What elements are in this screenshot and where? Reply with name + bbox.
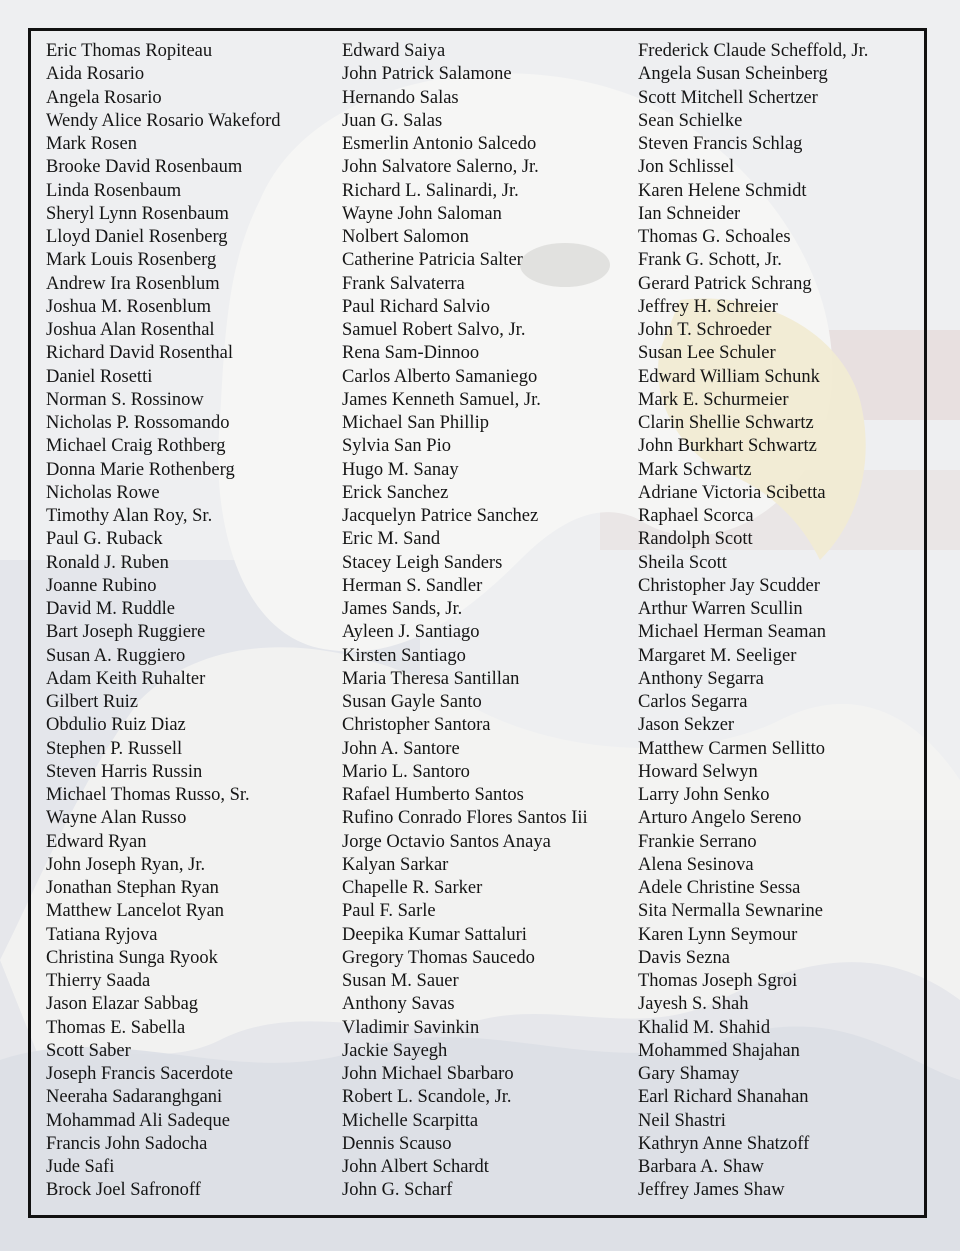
name-entry: John G. Scharf [342, 1180, 453, 1201]
name-entry: Angela Rosario [46, 87, 162, 108]
name-entry: Jeffrey James Shaw [638, 1180, 785, 1201]
name-entry: Aida Rosario [46, 64, 145, 85]
name-entry: Sylvia San Pio [342, 436, 451, 457]
name-entry: Susan Lee Schuler [638, 343, 776, 364]
name-entry: Stacey Leigh Sanders [342, 552, 503, 573]
name-entry: Paul F. Sarle [342, 901, 436, 922]
name-entry: John Patrick Salamone [342, 64, 512, 85]
name-entry: James Kenneth Samuel, Jr. [342, 389, 541, 410]
name-entry: Jackie Sayegh [342, 1040, 448, 1061]
name-entry: Paul Richard Salvio [342, 296, 490, 317]
name-entry: David M. Ruddle [46, 599, 175, 619]
name-entry: Steven Francis Schlag [638, 134, 803, 154]
name-entry: Eric M. Sand [342, 529, 441, 550]
name-entry: Sheila Scott [638, 552, 727, 573]
name-entry: Scott Mitchell Schertzer [638, 87, 818, 108]
name-entry: Jonathan Stephan Ryan [46, 878, 219, 898]
name-entry: Herman S. Sandler [342, 575, 483, 596]
name-entry: Andrew Ira Rosenblum [46, 273, 220, 294]
name-entry: Mark Rosen [46, 134, 137, 154]
name-entry: Richard L. Salinardi, Jr. [342, 180, 519, 201]
name-entry: Nicholas P. Rossomando [46, 413, 230, 433]
name-entry: Michael Thomas Russo, Sr. [46, 785, 250, 805]
name-entry: John Burkhart Schwartz [638, 436, 817, 457]
name-entry: Brooke David Rosenbaum [46, 157, 243, 178]
name-entry: Norman S. Rossinow [46, 389, 204, 410]
name-entry: Alena Sesinova [638, 854, 754, 875]
name-entry: Angela Susan Scheinberg [638, 64, 828, 85]
name-entry: Chapelle R. Sarker [342, 878, 483, 898]
name-column-1 [46, 40, 281, 1203]
name-entry: Matthew Lancelot Ryan [46, 901, 225, 922]
name-entry: Mark E. Schurmeier [638, 389, 789, 410]
name-entry: Jason Elazar Sabbag [46, 994, 199, 1015]
name-entry: Dennis Scauso [342, 1133, 452, 1154]
name-entry: John A. Santore [342, 738, 460, 759]
name-entry: Randolph Scott [638, 529, 753, 550]
name-entry: Michelle Scarpitta [342, 1110, 479, 1131]
name-entry: Daniel Rosetti [46, 366, 153, 387]
name-entry: Howard Selwyn [638, 761, 758, 782]
name-entry: Joseph Francis Sacerdote [46, 1064, 234, 1084]
name-entry: Thierry Saada [46, 971, 151, 991]
name-entry: Obdulio Ruiz Diaz [46, 715, 186, 736]
name-entry: Christina Sunga Ryook [46, 947, 218, 968]
name-entry: Jude Safi [46, 1157, 115, 1177]
name-entry: Nicholas Rowe [46, 482, 160, 503]
name-entry: Khalid M. Shahid [638, 1017, 771, 1038]
name-entry: Jorge Octavio Santos Anaya [342, 831, 551, 852]
name-entry: John Salvatore Salerno, Jr. [342, 157, 539, 178]
name-entry: Stephen P. Russell [46, 738, 183, 759]
name-entry: Linda Rosenbaum [46, 180, 182, 201]
name-entry: Sheryl Lynn Rosenbaum [46, 203, 229, 224]
name-entry: Earl Richard Shanahan [638, 1087, 809, 1108]
name-entry: Arturo Angelo Sereno [638, 808, 802, 829]
name-entry: Deepika Kumar Sattaluri [342, 924, 527, 945]
name-entry: Donna Marie Rothenberg [46, 459, 235, 480]
name-entry: Samuel Robert Salvo, Jr. [342, 320, 526, 340]
name-entry: Adriane Victoria Scibetta [638, 482, 826, 503]
name-entry: Mohammad Ali Sadeque [46, 1110, 230, 1131]
name-entry: Lloyd Daniel Rosenberg [46, 227, 228, 247]
name-entry: Susan A. Ruggiero [46, 645, 186, 666]
name-entry: Edward William Schunk [638, 366, 820, 387]
name-entry: Michael San Phillip [342, 413, 489, 433]
name-entry: Christopher Santora [342, 715, 491, 736]
name-entry: Jayesh S. Shah [638, 994, 749, 1015]
name-entry: Paul G. Ruback [46, 529, 163, 550]
name-entry: Wayne John Saloman [342, 203, 502, 224]
name-column-2 [342, 40, 588, 1203]
name-entry: Francis John Sadocha [46, 1133, 208, 1154]
name-entry: Gilbert Ruiz [46, 692, 138, 712]
name-entry: Arthur Warren Scullin [638, 599, 803, 619]
name-entry: Jacquelyn Patrice Sanchez [342, 506, 539, 526]
name-entry: Edward Saiya [342, 41, 446, 61]
name-entry: Thomas Joseph Sgroi [638, 971, 798, 991]
name-entry: Neeraha Sadaranghgani [46, 1087, 223, 1108]
name-entry: Ronald J. Ruben [46, 552, 169, 573]
name-entry: Scott Saber [46, 1040, 131, 1061]
name-entry: Sean Schielke [638, 110, 743, 131]
name-entry: Ian Schneider [638, 203, 741, 224]
name-entry: Nolbert Salomon [342, 227, 469, 247]
name-entry: Clarin Shellie Schwartz [638, 413, 814, 433]
name-entry: Neil Shastri [638, 1110, 726, 1131]
name-entry: Kirsten Santiago [342, 645, 466, 666]
name-entry: Davis Sezna [638, 947, 730, 968]
name-entry: Thomas E. Sabella [46, 1017, 186, 1038]
name-entry: Raphael Scorca [638, 506, 754, 526]
name-entry: Carlos Segarra [638, 692, 748, 712]
name-entry: Maria Theresa Santillan [342, 668, 520, 689]
name-entry: Mark Schwartz [638, 459, 752, 480]
name-entry: Frederick Claude Scheffold, Jr. [638, 41, 869, 61]
name-entry: Michael Herman Seaman [638, 622, 827, 643]
name-entry: Rafael Humberto Santos [342, 785, 524, 805]
name-entry: John T. Schroeder [638, 320, 772, 340]
name-entry: Frankie Serrano [638, 831, 757, 852]
name-entry: Joshua Alan Rosenthal [46, 320, 215, 340]
name-entry: Jason Sekzer [638, 715, 735, 736]
name-entry: Rufino Conrado Flores Santos Iii [342, 808, 588, 829]
name-entry: Rena Sam-Dinnoo [342, 343, 480, 364]
name-entry: Jeffrey H. Schreier [638, 296, 778, 317]
name-entry: Mark Louis Rosenberg [46, 250, 217, 271]
name-entry: John Joseph Ryan, Jr. [46, 854, 206, 875]
name-entry: Bart Joseph Ruggiere [46, 622, 206, 643]
name-entry: Mohammed Shajahan [638, 1040, 800, 1061]
name-entry: Karen Helene Schmidt [638, 180, 807, 201]
name-entry: Michael Craig Rothberg [46, 436, 226, 457]
name-entry: Anthony Savas [342, 994, 455, 1015]
name-entry: Kalyan Sarkar [342, 854, 449, 875]
name-entry: John Michael Sbarbaro [342, 1064, 514, 1084]
name-entry: Sita Nermalla Sewnarine [638, 901, 823, 922]
name-entry: Robert L. Scandole, Jr. [342, 1087, 512, 1108]
name-entry: Hernando Salas [342, 87, 459, 108]
name-entry: Esmerlin Antonio Salcedo [342, 134, 537, 154]
name-entry: Gerard Patrick Schrang [638, 273, 812, 294]
name-entry: Larry John Senko [638, 785, 770, 805]
name-entry: Carlos Alberto Samaniego [342, 366, 538, 387]
name-entry: Adam Keith Ruhalter [46, 668, 206, 689]
name-entry: Barbara A. Shaw [638, 1157, 764, 1177]
name-entry: Wendy Alice Rosario Wakeford [46, 110, 281, 131]
name-entry: Adele Christine Sessa [638, 878, 801, 898]
name-entry: Erick Sanchez [342, 482, 449, 503]
name-entry: Wayne Alan Russo [46, 808, 187, 829]
name-entry: Eric Thomas Ropiteau [46, 41, 213, 61]
name-entry: Frank Salvaterra [342, 273, 465, 294]
name-entry: Anthony Segarra [638, 668, 764, 689]
name-entry: Timothy Alan Roy, Sr. [46, 506, 213, 526]
name-entry: Richard David Rosenthal [46, 343, 234, 364]
name-entry: Matthew Carmen Sellitto [638, 738, 826, 759]
name-column-3 [638, 40, 868, 1203]
name-entry: John Albert Schardt [342, 1157, 489, 1177]
name-entry: Edward Ryan [46, 831, 147, 852]
name-entry: Brock Joel Safronoff [46, 1180, 201, 1201]
name-entry: Gregory Thomas Saucedo [342, 947, 535, 968]
name-entry: Mario L. Santoro [342, 761, 470, 782]
name-entry: Karen Lynn Seymour [638, 924, 798, 945]
name-entry: Vladimir Savinkin [342, 1017, 480, 1038]
name-entry: Hugo M. Sanay [342, 459, 459, 480]
name-entry: Joanne Rubino [46, 575, 157, 596]
name-entry: Susan M. Sauer [342, 971, 459, 991]
name-entry: Kathryn Anne Shatzoff [638, 1133, 810, 1154]
name-entry: Steven Harris Russin [46, 761, 203, 782]
name-entry: Juan G. Salas [342, 110, 443, 131]
name-entry: Margaret M. Seeliger [638, 645, 797, 666]
name-entry: Christopher Jay Scudder [638, 575, 820, 596]
name-entry: Thomas G. Schoales [638, 227, 791, 247]
name-entry: Joshua M. Rosenblum [46, 296, 211, 317]
name-entry: Ayleen J. Santiago [342, 622, 480, 643]
name-entry: Catherine Patricia Salter [342, 250, 523, 271]
name-entry: James Sands, Jr. [342, 599, 463, 619]
name-entry: Gary Shamay [638, 1064, 740, 1084]
name-entry: Frank G. Schott, Jr. [638, 250, 782, 271]
name-entry: Tatiana Ryjova [46, 924, 158, 945]
name-entry: Susan Gayle Santo [342, 692, 482, 712]
name-entry: Jon Schlissel [638, 157, 735, 178]
